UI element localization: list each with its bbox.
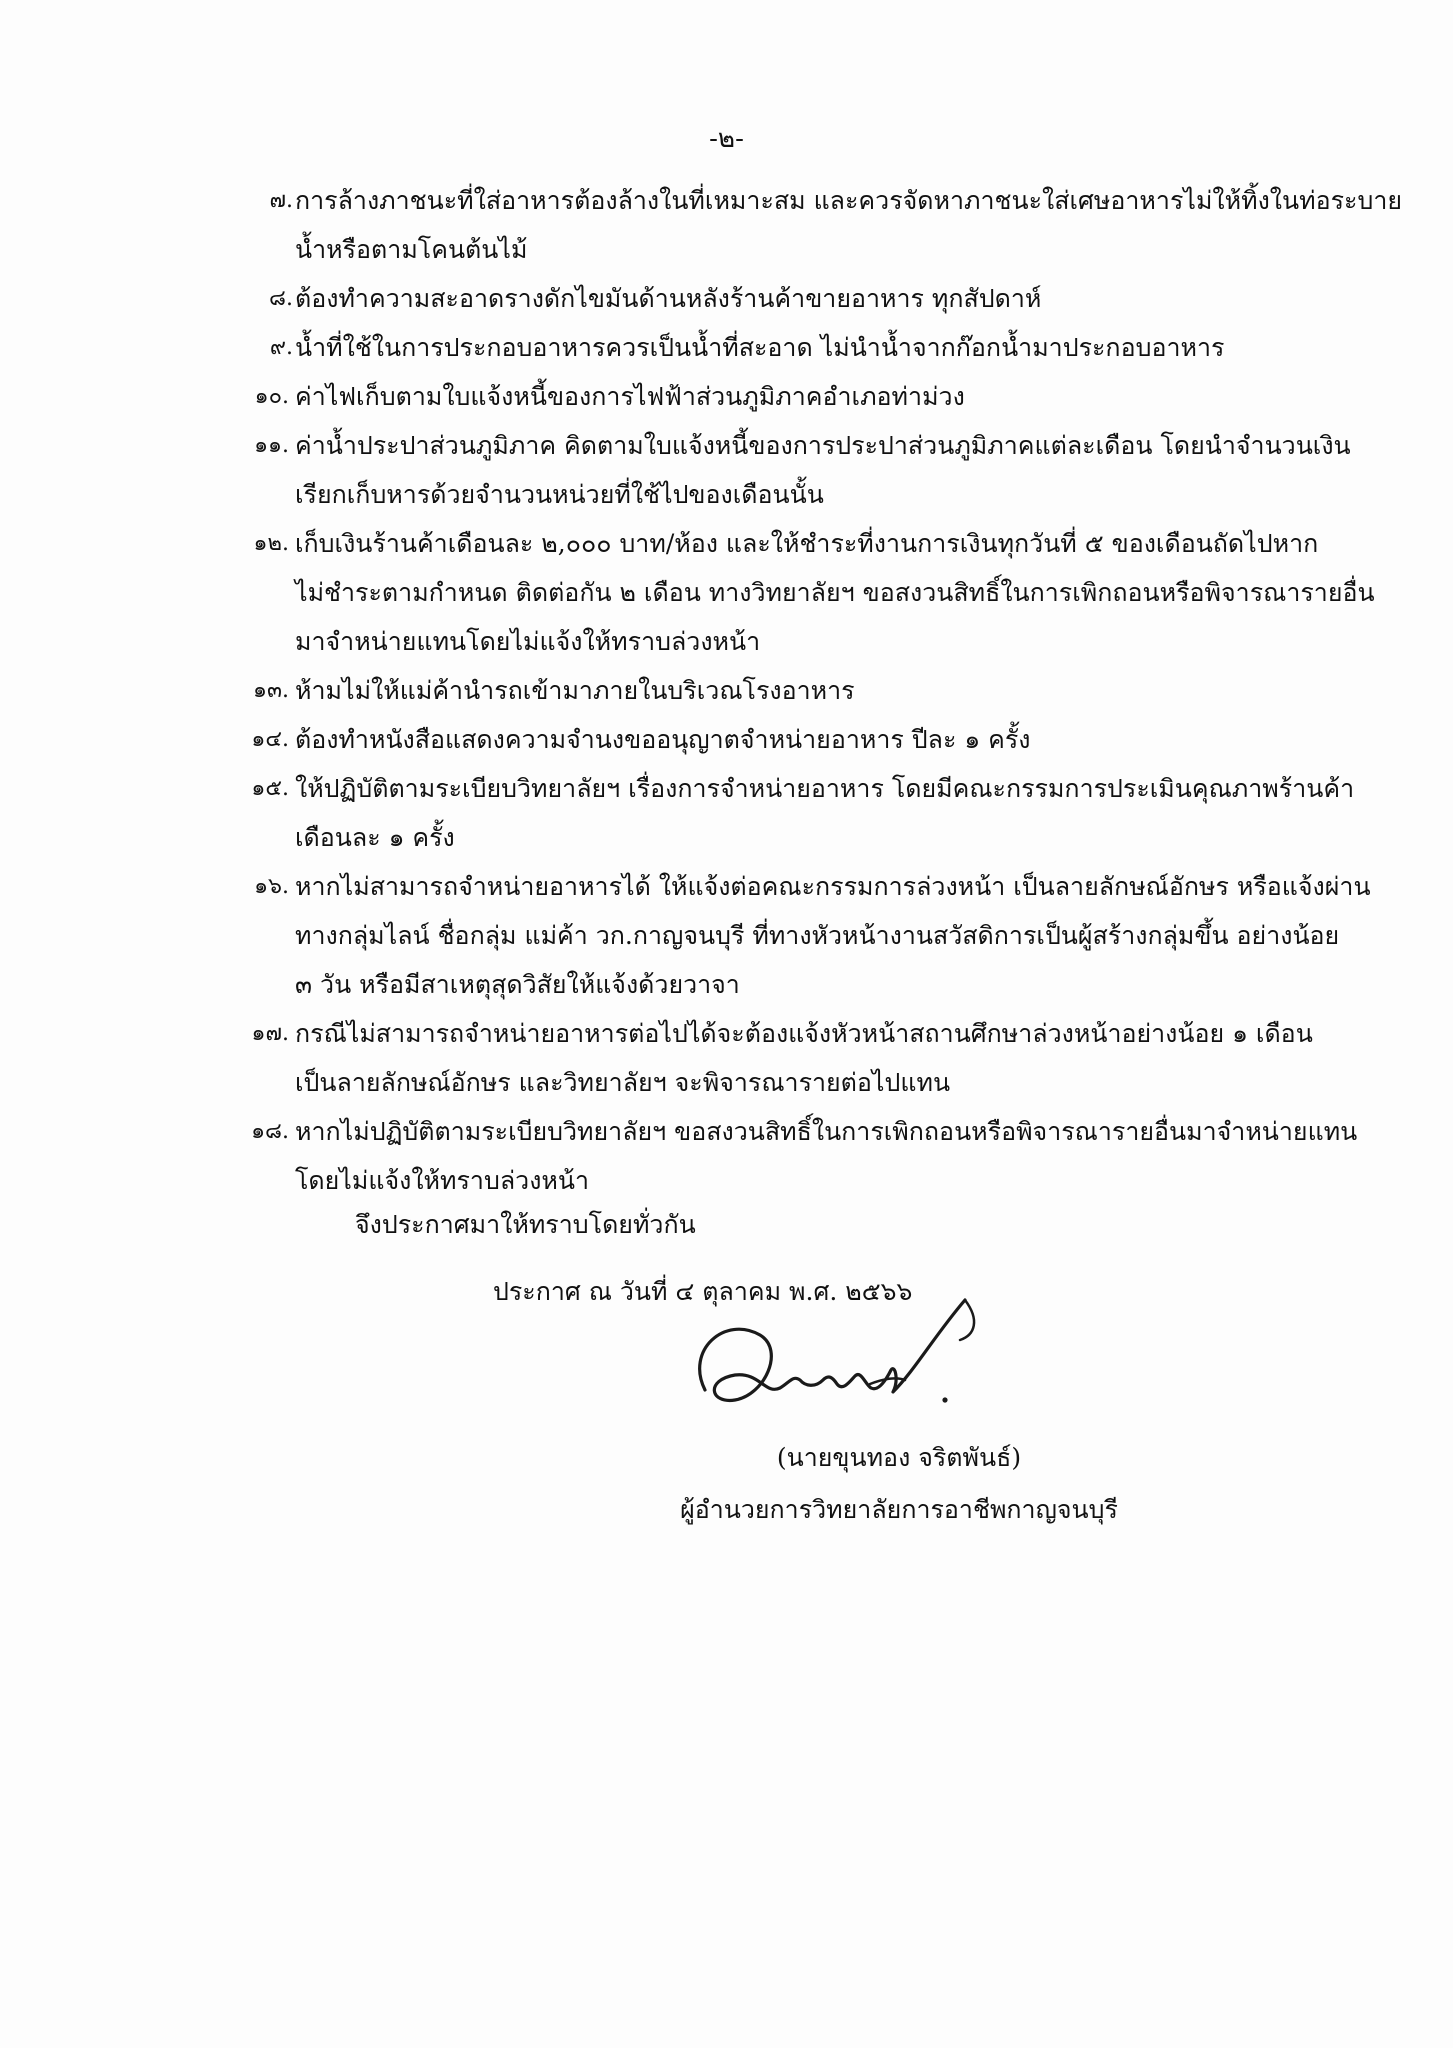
rule-text-line: ทางกลุ่มไลน์ ชื่อกลุ่ม แม่ค้า วก.กาญจนบุรี ที่ทางหัวหน้างานสวัสดิการเป็นผู้สร้างกลุ่มขึ้น อย่างน้อย (295, 921, 1340, 950)
rule-text-line: ห้ามไม่ให้แม่ค้านำรถเข้ามาภายในบริเวณโรงอาหาร (295, 676, 855, 705)
rule-text-line: ต้องทำความสะอาดรางดักไขมันด้านหลังร้านค้าขายอาหาร ทุกสัปดาห์ (295, 284, 1042, 313)
rule-text-line: น้ำที่ใช้ในการประกอบอาหารควรเป็นน้ำที่สะอาด ไม่นำน้ำจากก๊อกน้ำมาประกอบอาหาร (295, 333, 1225, 362)
rule-text-line: หากไม่สามารถจำหน่ายอาหารได้ ให้แจ้งต่อคณะกรรมการล่วงหน้า เป็นลายลักษณ์อักษร หรือแจ้งผ่าน (295, 872, 1371, 901)
rule-number: ๑๐. (254, 384, 289, 409)
rule-number: ๑๒. (253, 531, 289, 556)
page-number: -๒- (709, 124, 744, 154)
rule-text-line: หากไม่ปฏิบัติตามระเบียบวิทยาลัยฯ ขอสงวนสิทธิ์ในการเพิกถอนหรือพิจารณารายอื่นมาจำหน่ายแทน (295, 1117, 1358, 1146)
rule-item (251, 1107, 1358, 1205)
rule-number: ๗. (269, 188, 293, 213)
rule-text-line: เก็บเงินร้านค้าเดือนละ ๒,๐๐๐ บาท/ห้อง และให้ชำระที่งานการเงินทุกวันที่ ๕ ของเดือนถัดไปหาก (295, 529, 1319, 558)
rule-text-line: ไม่ชำระตามกำหนด ติดต่อกัน ๒ เดือน ทางวิทยาลัยฯ ขอสงวนสิทธิ์ในการเพิกถอนหรือพิจารณารายอื่น (295, 578, 1375, 607)
rule-item (255, 176, 1403, 274)
rule-text-line: เป็นลายลักษณ์อักษร และวิทยาลัยฯ จะพิจารณารายต่อไปแทน (295, 1068, 951, 1097)
rule-item (254, 862, 1371, 1009)
closing-statement: จึงประกาศมาให้ทราบโดยทั่วกัน (355, 1210, 696, 1239)
rule-text-line: มาจำหน่ายแทนโดยไม่แจ้งให้ทราบล่วงหน้า (295, 627, 761, 656)
rule-number: ๑๕. (251, 776, 289, 801)
rule-item (255, 274, 1305, 323)
signer-name: (นายขุนทอง จริตพันธ์) (776, 1443, 1022, 1472)
rule-text-line: ค่าไฟเก็บตามใบแจ้งหนี้ของการไฟฟ้าส่วนภูมิภาคอำเภอท่าม่วง (295, 382, 965, 411)
rule-item (255, 372, 1305, 421)
rule-item (255, 666, 1305, 715)
rule-number: ๘. (269, 286, 293, 311)
signer-title: ผู้อำนวยการวิทยาลัยการอาชีพกาญจนบุรี (680, 1495, 1118, 1524)
rule-text-line: กรณีไม่สามารถจำหน่ายอาหารต่อไปได้จะต้องแจ้งหัวหน้าสถานศึกษาล่วงหน้าอย่างน้อย ๑ เดือน (295, 1019, 1313, 1048)
rule-item (254, 421, 1351, 519)
rule-item (251, 715, 1305, 764)
rule-number: ๑๗. (251, 1021, 289, 1046)
rule-text-line: เรียกเก็บหารด้วยจำนวนหน่วยที่ใช้ไปของเดือนนั้น (295, 480, 824, 509)
announcement-date: ประกาศ ณ วันที่ ๔ ตุลาคม พ.ศ. ๒๕๖๖ (493, 1277, 913, 1306)
rules-list (251, 176, 1403, 1205)
rule-number: ๑๑. (254, 433, 289, 458)
rule-text-line: ค่าน้ำประปาส่วนภูมิภาค คิดตามใบแจ้งหนี้ของการประปาส่วนภูมิภาคแต่ละเดือน โดยนำจำนวนเงิน (295, 431, 1351, 460)
rule-text-line: ต้องทำหนังสือแสดงความจำนงขออนุญาตจำหน่ายอาหาร ปีละ ๑ ครั้ง (295, 725, 1031, 754)
rule-number: ๑๔. (251, 727, 289, 752)
rule-number: ๑๓. (253, 678, 289, 703)
rule-text-line: เดือนละ ๑ ครั้ง (295, 823, 455, 852)
rule-text-line: ให้ปฏิบัติตามระเบียบวิทยาลัยฯ เรื่องการจำหน่ายอาหาร โดยมีคณะกรรมการประเมินคุณภาพร้านค้า (295, 774, 1355, 803)
rule-text-line: การล้างภาชนะที่ใส่อาหารต้องล้างในที่เหมาะสม และควรจัดหาภาชนะใส่เศษอาหารไม่ให้ทิ้งในท่อระบาย (295, 186, 1403, 215)
rule-item (251, 764, 1355, 862)
rule-text-line: น้ำหรือตามโคนต้นไม้ (295, 235, 528, 264)
rule-item (253, 519, 1375, 666)
rule-text-line: โดยไม่แจ้งให้ทราบล่วงหน้า (295, 1166, 590, 1195)
rule-number: ๑๘. (251, 1119, 289, 1144)
rule-text-line: ๓ วัน หรือมีสาเหตุสุดวิสัยให้แจ้งด้วยวาจา (295, 970, 740, 999)
rule-number: ๙. (269, 335, 293, 360)
rule-item (255, 323, 1305, 372)
rule-item (251, 1009, 1313, 1107)
rule-number: ๑๖. (254, 874, 289, 899)
signature-image (665, 1280, 985, 1450)
